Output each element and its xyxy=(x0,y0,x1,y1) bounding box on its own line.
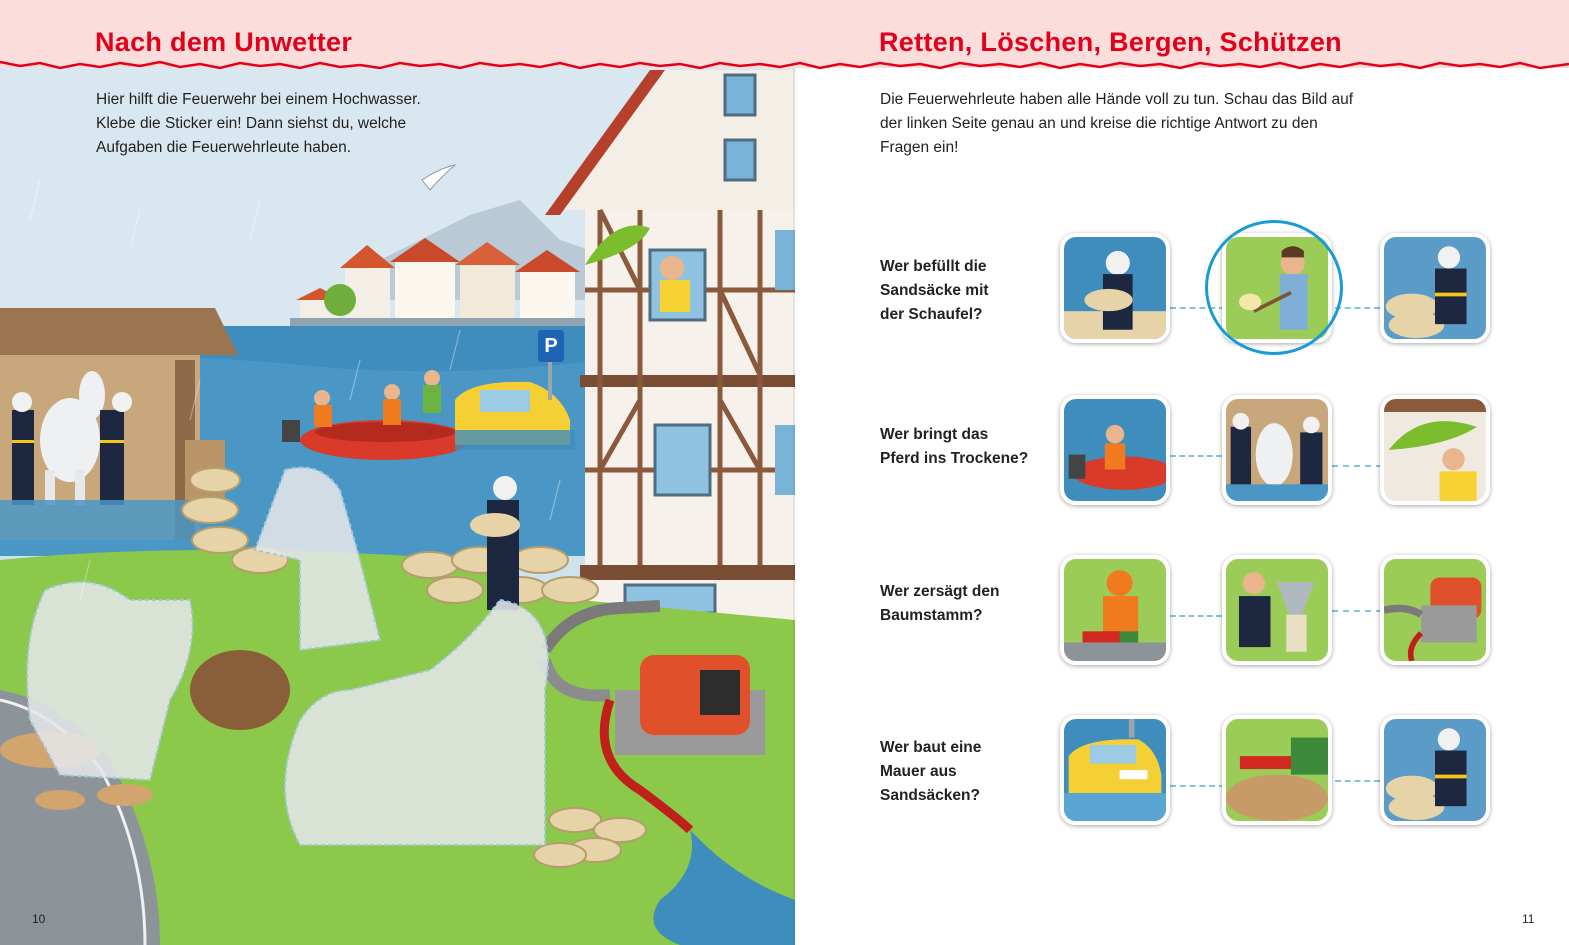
right-intro-text xyxy=(880,88,1353,160)
question-1 xyxy=(880,255,1050,327)
answer-connector xyxy=(1335,307,1380,309)
page-number-right: 11 xyxy=(1522,912,1535,926)
answer-tile-firefighter-carrying-sandbag[interactable] xyxy=(1060,233,1170,343)
left-intro-line: Klebe die Sticker ein! Dann siehst du, welche xyxy=(96,115,407,132)
left-intro-line: Aufgaben die Feuerwehrleute haben. xyxy=(96,139,352,156)
question-line: Wer zersägt den xyxy=(880,583,1000,600)
question-line: Wer baut eine xyxy=(880,739,982,756)
answer-tile-firefighter-filling-sack[interactable] xyxy=(1222,555,1332,665)
answer-tile-forester-with-chainsaw[interactable] xyxy=(1060,555,1170,665)
question-2 xyxy=(880,423,1050,471)
gutter-shadow xyxy=(793,68,797,945)
question-line: Mauer aus xyxy=(880,763,957,780)
question-line: Wer bringt das xyxy=(880,426,989,443)
answer-tile-firefighter-stacking-sandbags[interactable] xyxy=(1380,233,1490,343)
header-torn-edge xyxy=(0,60,1569,74)
right-page-title: Retten, Löschen, Bergen, Schützen xyxy=(879,27,1342,57)
question-line: Sandsäcke mit xyxy=(880,282,989,299)
answer-tile-car-in-water[interactable] xyxy=(1060,715,1170,825)
answer-connector xyxy=(1170,615,1222,617)
answer-connector xyxy=(1170,455,1222,457)
answer-connector xyxy=(1335,780,1380,782)
question-line: Baumstamm? xyxy=(880,607,983,624)
answer-tile-chainsaw-on-log[interactable] xyxy=(1222,715,1332,825)
left-intro-text xyxy=(96,88,421,160)
question-line: Wer befüllt die xyxy=(880,258,987,275)
answer-circle-mark xyxy=(1205,220,1343,355)
answer-connector xyxy=(1332,610,1382,612)
question-line: Pferd ins Trockene? xyxy=(880,450,1029,467)
page-number-left: 10 xyxy=(32,912,46,926)
answer-tile-firefighters-with-horse[interactable] xyxy=(1222,395,1332,505)
answer-connector xyxy=(1170,785,1225,787)
answer-tile-water-pump[interactable] xyxy=(1380,555,1490,665)
parking-sign: P xyxy=(544,335,558,357)
question-3 xyxy=(880,580,1050,628)
question-line: Sandsäcken? xyxy=(880,787,980,804)
right-intro-line: Die Feuerwehrleute haben alle Hände voll zu tun. Schau das Bild auf xyxy=(880,91,1354,108)
left-page-title: Nach dem Unwetter xyxy=(95,27,353,57)
answer-tile-firefighter-stacking-sandbags[interactable] xyxy=(1380,715,1490,825)
answer-connector xyxy=(1332,465,1382,467)
question-line: der Schaufel? xyxy=(880,306,983,323)
left-intro-line: Hier hilft die Feuerwehr bei einem Hochwasser. xyxy=(96,91,421,108)
question-4 xyxy=(880,736,1050,808)
right-intro-line: Fragen ein! xyxy=(880,139,959,156)
right-intro-line: der linken Seite genau an und kreise die richtige Antwort zu den xyxy=(880,115,1318,132)
answer-tile-rescue-boat[interactable] xyxy=(1060,395,1170,505)
answer-tile-man-with-umbrella[interactable] xyxy=(1380,395,1490,505)
